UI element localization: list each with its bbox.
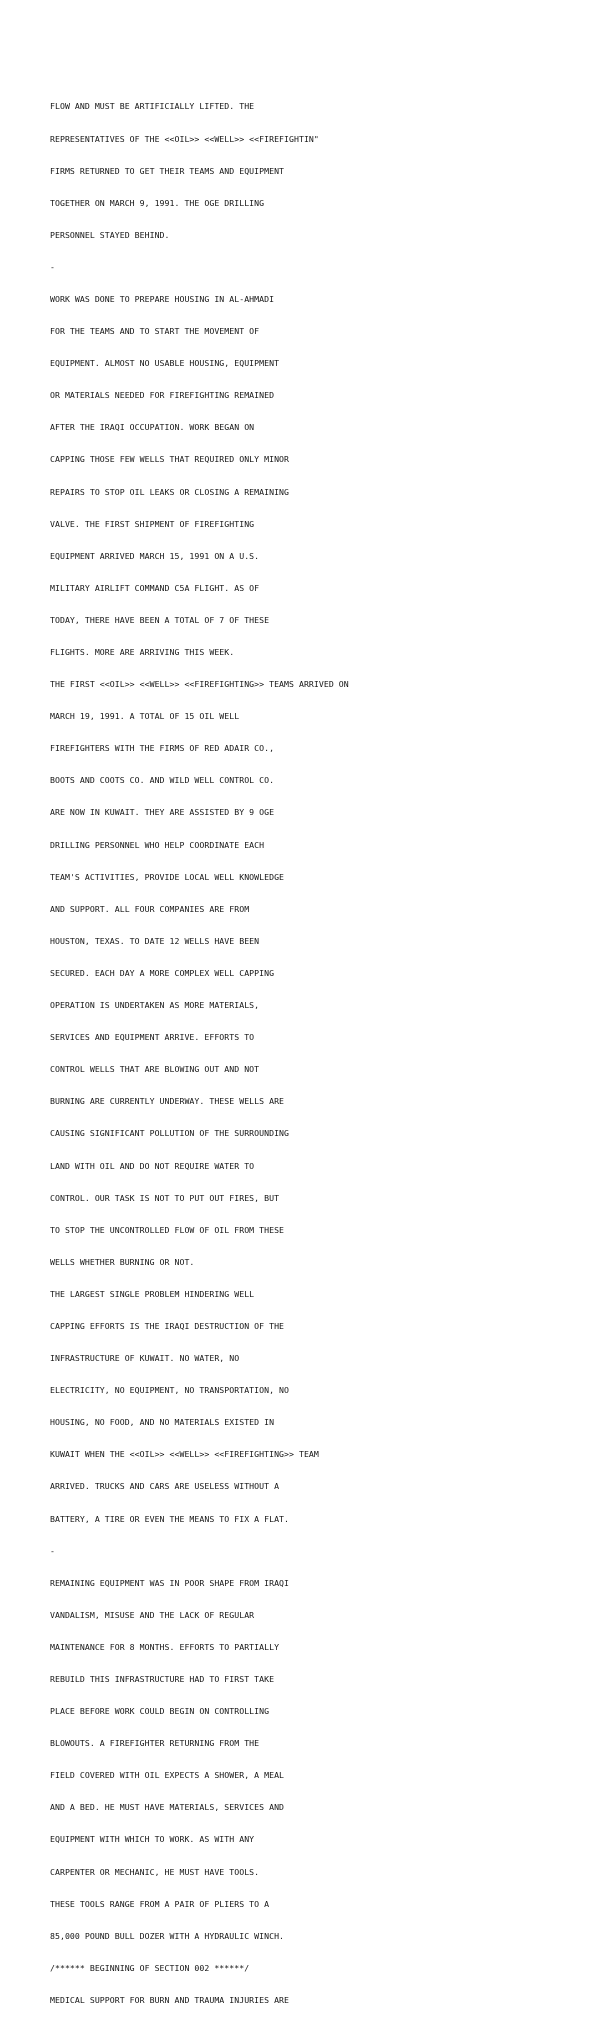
text-line: TODAY, THERE HAVE BEEN A TOTAL OF 7 OF THESE	[50, 614, 270, 625]
text-line: CONTROL WELLS THAT ARE BLOWING OUT AND NOT	[50, 1064, 260, 1075]
text-line: TEAM'S ACTIVITIES, PROVIDE LOCAL WELL KNOWLEDGE	[50, 871, 285, 882]
text-line: OR MATERIALS NEEDED FOR FIREFIGHTING REMAINED	[50, 390, 275, 401]
text-line: CONTROL. OUR TASK IS NOT TO PUT OUT FIRES, BUT	[50, 1192, 280, 1203]
text-line: FOR THE TEAMS AND TO START THE MOVEMENT OF	[50, 326, 260, 337]
text-line: WELLS WHETHER BURNING OR NOT.	[50, 1256, 195, 1267]
text-line: BURNING ARE CURRENTLY UNDERWAY. THESE WELLS ARE	[50, 1096, 285, 1107]
section-marker: /****** BEGINNING OF SECTION 002 ******/	[50, 1962, 250, 1973]
text-line: THE FIRST <<OIL>> <<WELL>> <<FIREFIGHTING>> TEAMS ARRIVED ON	[50, 679, 349, 690]
text-line: TO STOP THE UNCONTROLLED FLOW OF OIL FROM THESE	[50, 1224, 285, 1235]
text-line: PERSONNEL STAYED BEHIND.	[50, 229, 170, 240]
text-line: ARRIVED. TRUCKS AND CARS ARE USELESS WITHOUT A	[50, 1481, 280, 1492]
text-line: FLIGHTS. MORE ARE ARRIVING THIS WEEK.	[50, 647, 235, 657]
document-text-body	[50, 80, 395, 2027]
text-line: DRILLING PERSONNEL WHO HELP COORDINATE EACH	[50, 839, 265, 850]
text-line: MEDICAL SUPPORT FOR BURN AND TRAUMA INJURIES ARE	[50, 1994, 290, 2005]
separator-dash: -	[50, 261, 55, 272]
text-line: AND SUPPORT. ALL FOUR COMPANIES ARE FROM	[50, 903, 250, 914]
text-line: REPAIRS TO STOP OIL LEAKS OR CLOSING A REMAINING	[50, 486, 290, 497]
text-line: PLACE BEFORE WORK COULD BEGIN ON CONTROLLING	[50, 1706, 270, 1717]
text-line: BOOTS AND COOTS CO. AND WILD WELL CONTROL CO.	[50, 775, 275, 786]
text-line: MARCH 19, 1991. A TOTAL OF 15 OIL WELL	[50, 711, 240, 722]
text-line: WORK WAS DONE TO PREPARE HOUSING IN AL-AHMADI	[50, 293, 275, 304]
text-line: CAPPING EFFORTS IS THE IRAQI DESTRUCTION OF THE	[50, 1320, 285, 1331]
text-line: 85,000 POUND BULL DOZER WITH A HYDRAULIC WINCH.	[50, 1930, 285, 1941]
text-line: EQUIPMENT ARRIVED MARCH 15, 1991 ON A U.S.	[50, 550, 260, 561]
text-line: BATTERY, A TIRE OR EVEN THE MEANS TO FIX A FLAT.	[50, 1513, 290, 1524]
text-line: REMAINING EQUIPMENT WAS IN POOR SHAPE FROM IRAQI	[50, 1577, 290, 1588]
text-line: HOUSTON, TEXAS. TO DATE 12 WELLS HAVE BEEN	[50, 935, 260, 946]
text-line: THESE TOOLS RANGE FROM A PAIR OF PLIERS TO A	[50, 1898, 270, 1909]
text-line: ELECTRICITY, NO EQUIPMENT, NO TRANSPORTATION, NO	[50, 1385, 290, 1396]
text-line: KUWAIT WHEN THE <<OIL>> <<WELL>> <<FIREFIGHTING>> TEAM	[50, 1449, 319, 1460]
text-line: EQUIPMENT WITH WHICH TO WORK. AS WITH ANY	[50, 1834, 255, 1845]
text-line: MILITARY AIRLIFT COMMAND C5A FLIGHT. AS OF	[50, 582, 260, 593]
text-line: VANDALISM, MISUSE AND THE LACK OF REGULAR	[50, 1609, 255, 1620]
text-line: AFTER THE IRAQI OCCUPATION. WORK BEGAN ON	[50, 422, 255, 433]
text-line: MAINTENANCE FOR 8 MONTHS. EFFORTS TO PARTIALLY	[50, 1641, 280, 1652]
text-line: BLOWOUTS. A FIREFIGHTER RETURNING FROM THE	[50, 1738, 260, 1749]
text-line: SECURED. EACH DAY A MORE COMPLEX WELL CAPPING	[50, 967, 275, 978]
text-line: REBUILD THIS INFRASTRUCTURE HAD TO FIRST TAKE	[50, 1674, 275, 1684]
text-line: ARE NOW IN KUWAIT. THEY ARE ASSISTED BY 9 OGE	[50, 807, 275, 818]
text-line: CAPPING THOSE FEW WELLS THAT REQUIRED ONLY MINOR	[50, 454, 290, 465]
text-line: INFRASTRUCTURE OF KUWAIT. NO WATER, NO	[50, 1353, 240, 1364]
text-line: FIREFIGHTERS WITH THE FIRMS OF RED ADAIR CO.,	[50, 743, 275, 754]
text-line: FIELD COVERED WITH OIL EXPECTS A SHOWER, A MEAL	[50, 1770, 285, 1781]
text-line: REPRESENTATIVES OF THE <<OIL>> <<WELL>> <<FIREFIGHTIN"	[50, 133, 319, 144]
text-line: VALVE. THE FIRST SHIPMENT OF FIREFIGHTING	[50, 518, 255, 529]
text-line: CARPENTER OR MECHANIC, HE MUST HAVE TOOLS.	[50, 1866, 260, 1877]
text-line: CAUSING SIGNIFICANT POLLUTION OF THE SURROUNDING	[50, 1128, 290, 1139]
text-line: EQUIPMENT. ALMOST NO USABLE HOUSING, EQUIPMENT	[50, 358, 280, 369]
text-line: HOUSING, NO FOOD, AND NO MATERIALS EXISTED IN	[50, 1417, 275, 1428]
text-line: TOGETHER ON MARCH 9, 1991. THE OGE DRILLING	[50, 197, 265, 208]
text-line: AND A BED. HE MUST HAVE MATERIALS, SERVICES AND	[50, 1802, 285, 1813]
text-line: FLOW AND MUST BE ARTIFICIALLY LIFTED. THE	[50, 101, 255, 112]
text-line: LAND WITH OIL AND DO NOT REQUIRE WATER TO	[50, 1160, 255, 1171]
text-line: THE LARGEST SINGLE PROBLEM HINDERING WELL	[50, 1288, 255, 1299]
text-line: FIRMS RETURNED TO GET THEIR TEAMS AND EQUIPMENT	[50, 165, 285, 176]
separator-dash: -	[50, 1545, 55, 1556]
text-line: SERVICES AND EQUIPMENT ARRIVE. EFFORTS TO	[50, 1032, 255, 1043]
text-line: OPERATION IS UNDERTAKEN AS MORE MATERIALS,	[50, 1000, 260, 1011]
